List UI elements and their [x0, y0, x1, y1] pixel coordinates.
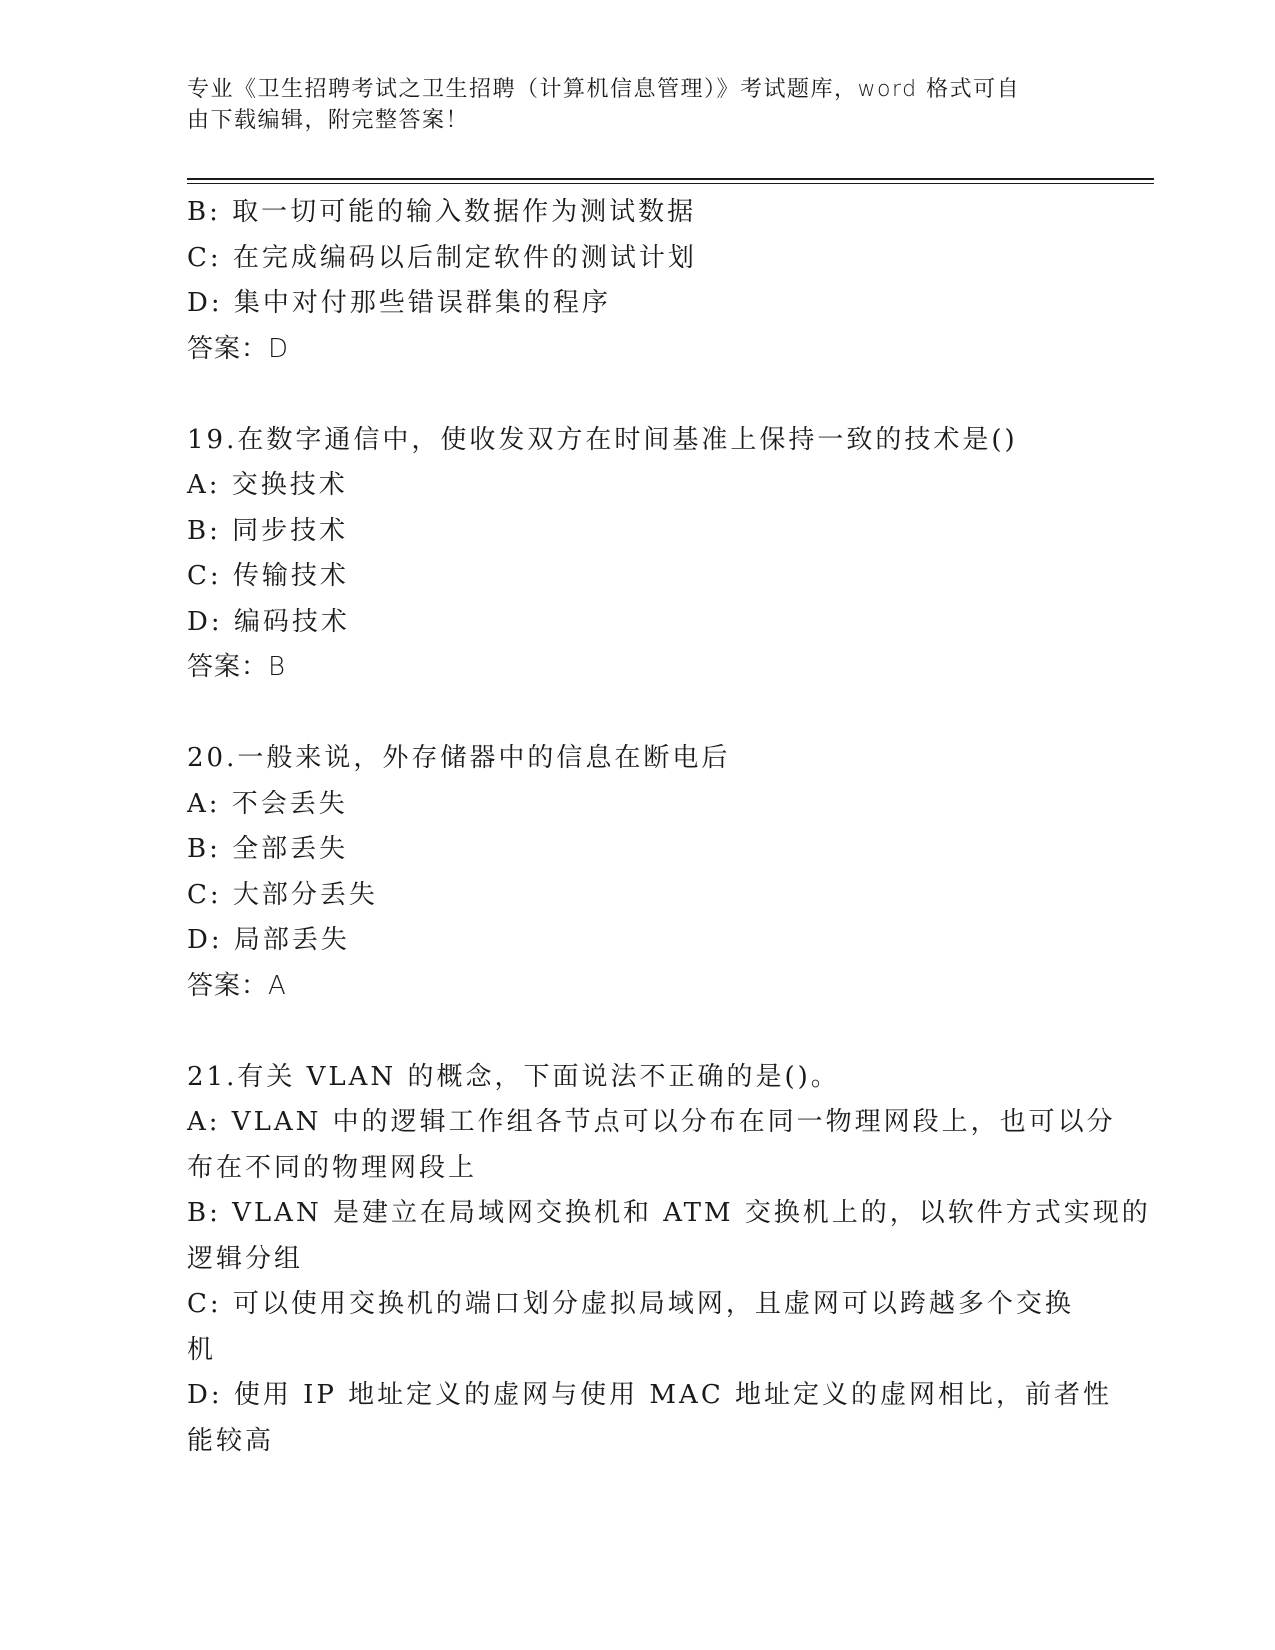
question-text: 20.一般来说，外存储器中的信息在断电后 — [187, 743, 731, 773]
question-block-20 — [187, 736, 1087, 1009]
option-a: A: VLAN 中的逻辑工作组各节点可以分布在同一物理网段上，也可以分 — [187, 1107, 1116, 1137]
option-d: D: 集中对付那些错误群集的程序 — [187, 288, 611, 318]
answer: 答案：B — [187, 652, 287, 682]
header-divider-thick — [187, 178, 1154, 180]
option-c: C: 传输技术 — [187, 561, 349, 591]
option-d: D: 局部丢失 — [187, 925, 350, 955]
header-line-1: 专业《卫生招聘考试之卫生招聘（计算机信息管理）》考试题库，word 格式可自 — [187, 77, 1021, 102]
option-a-continued: 布在不同的物理网段上 — [187, 1152, 478, 1183]
question-block-21 — [187, 1055, 1151, 1465]
header-line-2: 由下载编辑，附完整答案！ — [187, 108, 470, 133]
option-d-continued: 能较高 — [187, 1425, 275, 1456]
question-block-18 — [187, 190, 1087, 372]
option-b: B: 全部丢失 — [187, 834, 349, 864]
option-c-continued: 机 — [187, 1334, 217, 1365]
question-text: 21.有关 VLAN 的概念，下面说法不正确的是()。 — [187, 1061, 840, 1092]
option-d: D: 编码技术 — [187, 606, 350, 637]
option-c: C: 在完成编码以后制定软件的测试计划 — [187, 242, 697, 273]
option-b-continued: 逻辑分组 — [187, 1243, 304, 1274]
question-text: 19.在数字通信中，使收发双方在时间基准上保持一致的技术是() — [187, 424, 1018, 455]
question-list — [187, 190, 1151, 1464]
option-b: B: 取一切可能的输入数据作为测试数据 — [187, 197, 697, 227]
header-divider-thin — [187, 183, 1154, 184]
question-block-19 — [187, 418, 1087, 691]
answer: 答案：D — [187, 333, 290, 364]
answer: 答案：A — [187, 970, 287, 1001]
document-header — [187, 74, 1087, 136]
spacer — [187, 691, 1087, 737]
option-b: B: 同步技术 — [187, 515, 349, 546]
option-b: B: VLAN 是建立在局域网交换机和 ATM 交换机上的，以软件方式实现的 — [187, 1198, 1151, 1228]
spacer — [187, 372, 1087, 418]
option-c: C: 大部分丢失 — [187, 879, 378, 910]
option-c: C: 可以使用交换机的端口划分虚拟局域网，且虚网可以跨越多个交换 — [187, 1289, 1074, 1319]
spacer — [187, 1009, 1087, 1055]
option-a: A: 不会丢失 — [187, 788, 348, 819]
option-d: D: 使用 IP 地址定义的虚网与使用 MAC 地址定义的虚网相比，前者性 — [187, 1380, 1112, 1410]
option-a: A: 交换技术 — [187, 470, 348, 500]
